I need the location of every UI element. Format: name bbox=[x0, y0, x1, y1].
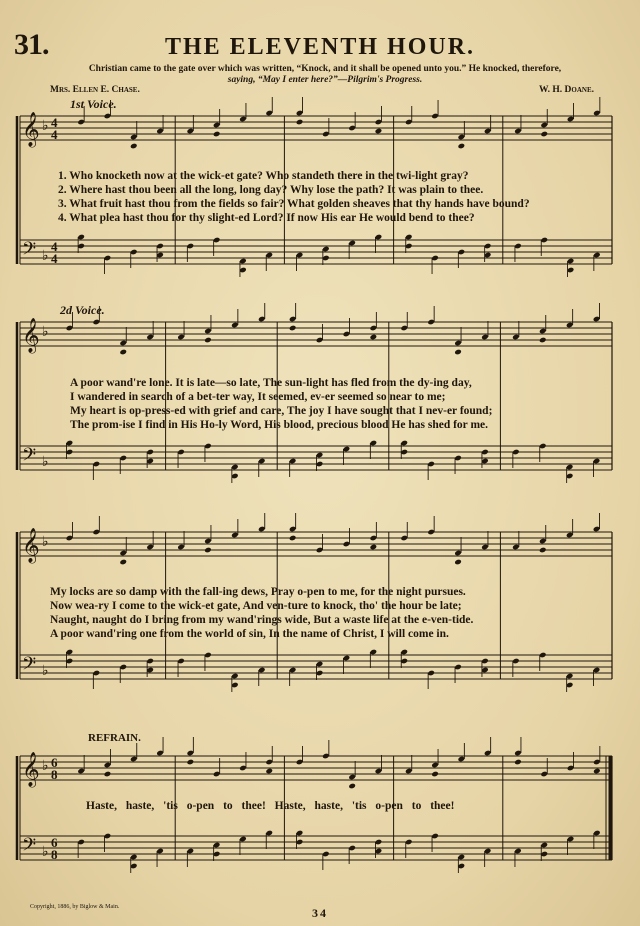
note-head bbox=[289, 325, 297, 332]
lyric-line: 3. What fruit hast thou from the fields so fair? What golden sheaves that thy hands have bound? bbox=[58, 198, 530, 210]
key-flat: ♭ bbox=[42, 454, 49, 470]
lyric-line: 2. Where hast thou been all the long, long day? Why lose the path? It was plain to thee. bbox=[58, 184, 484, 196]
note-head bbox=[375, 128, 383, 135]
key-flat: ♭ bbox=[42, 844, 49, 860]
note-head bbox=[348, 783, 356, 790]
page-number: 34 bbox=[312, 906, 328, 920]
time-signature: 4 bbox=[51, 127, 58, 142]
note-head bbox=[431, 771, 439, 778]
note-head bbox=[539, 337, 547, 344]
page-title: THE ELEVENTH HOUR. bbox=[164, 34, 476, 60]
note-head bbox=[204, 337, 212, 344]
copyright-note: Copyright, 1886, by Biglow & Main. bbox=[30, 904, 120, 910]
note-head bbox=[370, 334, 378, 341]
lyric-line: A poor wand'ring one from the world of sin, In the name of Christ, I will come in. bbox=[50, 628, 449, 640]
bass-clef: 𝄢 bbox=[22, 835, 37, 860]
lyric-line: My heart is op-press-ed with grief and care, The joy I have sought that I nev-er found; bbox=[70, 405, 493, 417]
note-head bbox=[213, 131, 221, 138]
time-signature: 4 bbox=[51, 239, 58, 254]
note-head bbox=[296, 119, 304, 126]
time-signature: 4 bbox=[51, 115, 58, 130]
note-head bbox=[289, 535, 297, 542]
note-head bbox=[514, 759, 522, 766]
bass-clef: 𝄢 bbox=[22, 654, 37, 679]
refrain-label: REFRAIN. bbox=[88, 732, 141, 744]
treble-clef: 𝄞 bbox=[22, 318, 40, 353]
time-signature: 6 bbox=[51, 835, 58, 850]
lyric-line: I wandered in search of a bet-ter way, It seemed, ev-er seemed so near to me; bbox=[70, 391, 446, 403]
time-signature: 8 bbox=[51, 847, 58, 862]
composer-credit: W. H. Doane. bbox=[539, 85, 594, 95]
voice2-label: 2d Voice. bbox=[60, 303, 105, 317]
note-head bbox=[119, 559, 127, 566]
note-head bbox=[540, 131, 548, 138]
bass-clef: 𝄢 bbox=[22, 239, 37, 264]
treble-clef: 𝄞 bbox=[22, 752, 40, 787]
lyric-line: A poor wand're lone. It is late—so late, The sun-light has fled from the dy-ing day, bbox=[70, 377, 472, 389]
key-flat: ♭ bbox=[42, 324, 49, 340]
key-flat: ♭ bbox=[42, 248, 49, 264]
voice1-label: 1st Voice. bbox=[70, 97, 117, 111]
hymn-number: 31. bbox=[14, 28, 49, 61]
note-head bbox=[454, 559, 462, 566]
treble-clef: 𝄞 bbox=[22, 112, 40, 147]
note-head bbox=[458, 143, 466, 150]
key-flat: ♭ bbox=[42, 534, 49, 550]
note-head bbox=[187, 759, 195, 766]
note-head bbox=[204, 547, 212, 554]
bass-clef: 𝄢 bbox=[22, 445, 37, 470]
time-signature: 4 bbox=[51, 251, 58, 266]
key-flat: ♭ bbox=[42, 118, 49, 134]
lyric-line: Now wea-ry I come to the wick-et gate, And ven-ture to knock, tho' the hour be late; bbox=[50, 600, 462, 612]
treble-clef: 𝄞 bbox=[22, 528, 40, 563]
epigraph-line-2: saying, “May I enter here?”—Pilgrim's Progress. bbox=[227, 75, 423, 85]
note-head bbox=[539, 547, 547, 554]
note-head bbox=[265, 768, 273, 775]
time-signature: 8 bbox=[51, 767, 58, 782]
note-head bbox=[119, 349, 127, 356]
key-flat: ♭ bbox=[42, 663, 49, 679]
refrain-lyric: Haste, haste, 'tis o-pen to thee! Haste, haste, 'tis o-pen to thee! bbox=[86, 800, 455, 812]
time-signature: 6 bbox=[51, 755, 58, 770]
note-head bbox=[130, 143, 138, 150]
epigraph-line-1: Christian came to the gate over which was written, “Knock, and it shall be opened unto you.” He knocked, therefore, bbox=[88, 64, 562, 74]
lyric-line: Naught, naught do I bring from my wand'rings wide, But a waste life at the e-ven-tide. bbox=[50, 614, 474, 626]
note-head bbox=[370, 544, 378, 551]
lyric-line: 1. Who knocketh now at the wick-et gate? Who standeth there in the twi-light gray? bbox=[58, 170, 469, 182]
lyric-line: My locks are so damp with the fall-ing dews, Pray o-pen to me, for the night pursues. bbox=[50, 586, 466, 598]
note-head bbox=[593, 768, 601, 775]
key-flat: ♭ bbox=[42, 758, 49, 774]
lyric-line: The prom-ise I find in His Ho-ly Word, His blood, precious blood He has shed for me. bbox=[70, 419, 489, 431]
note-head bbox=[454, 349, 462, 356]
lyric-line: 4. What plea hast thou for thy slight-ed Lord? If now His ear He would bend to thee? bbox=[58, 212, 475, 224]
author-credit: Mrs. Ellen E. Chase. bbox=[50, 85, 140, 95]
note-head bbox=[104, 771, 112, 778]
